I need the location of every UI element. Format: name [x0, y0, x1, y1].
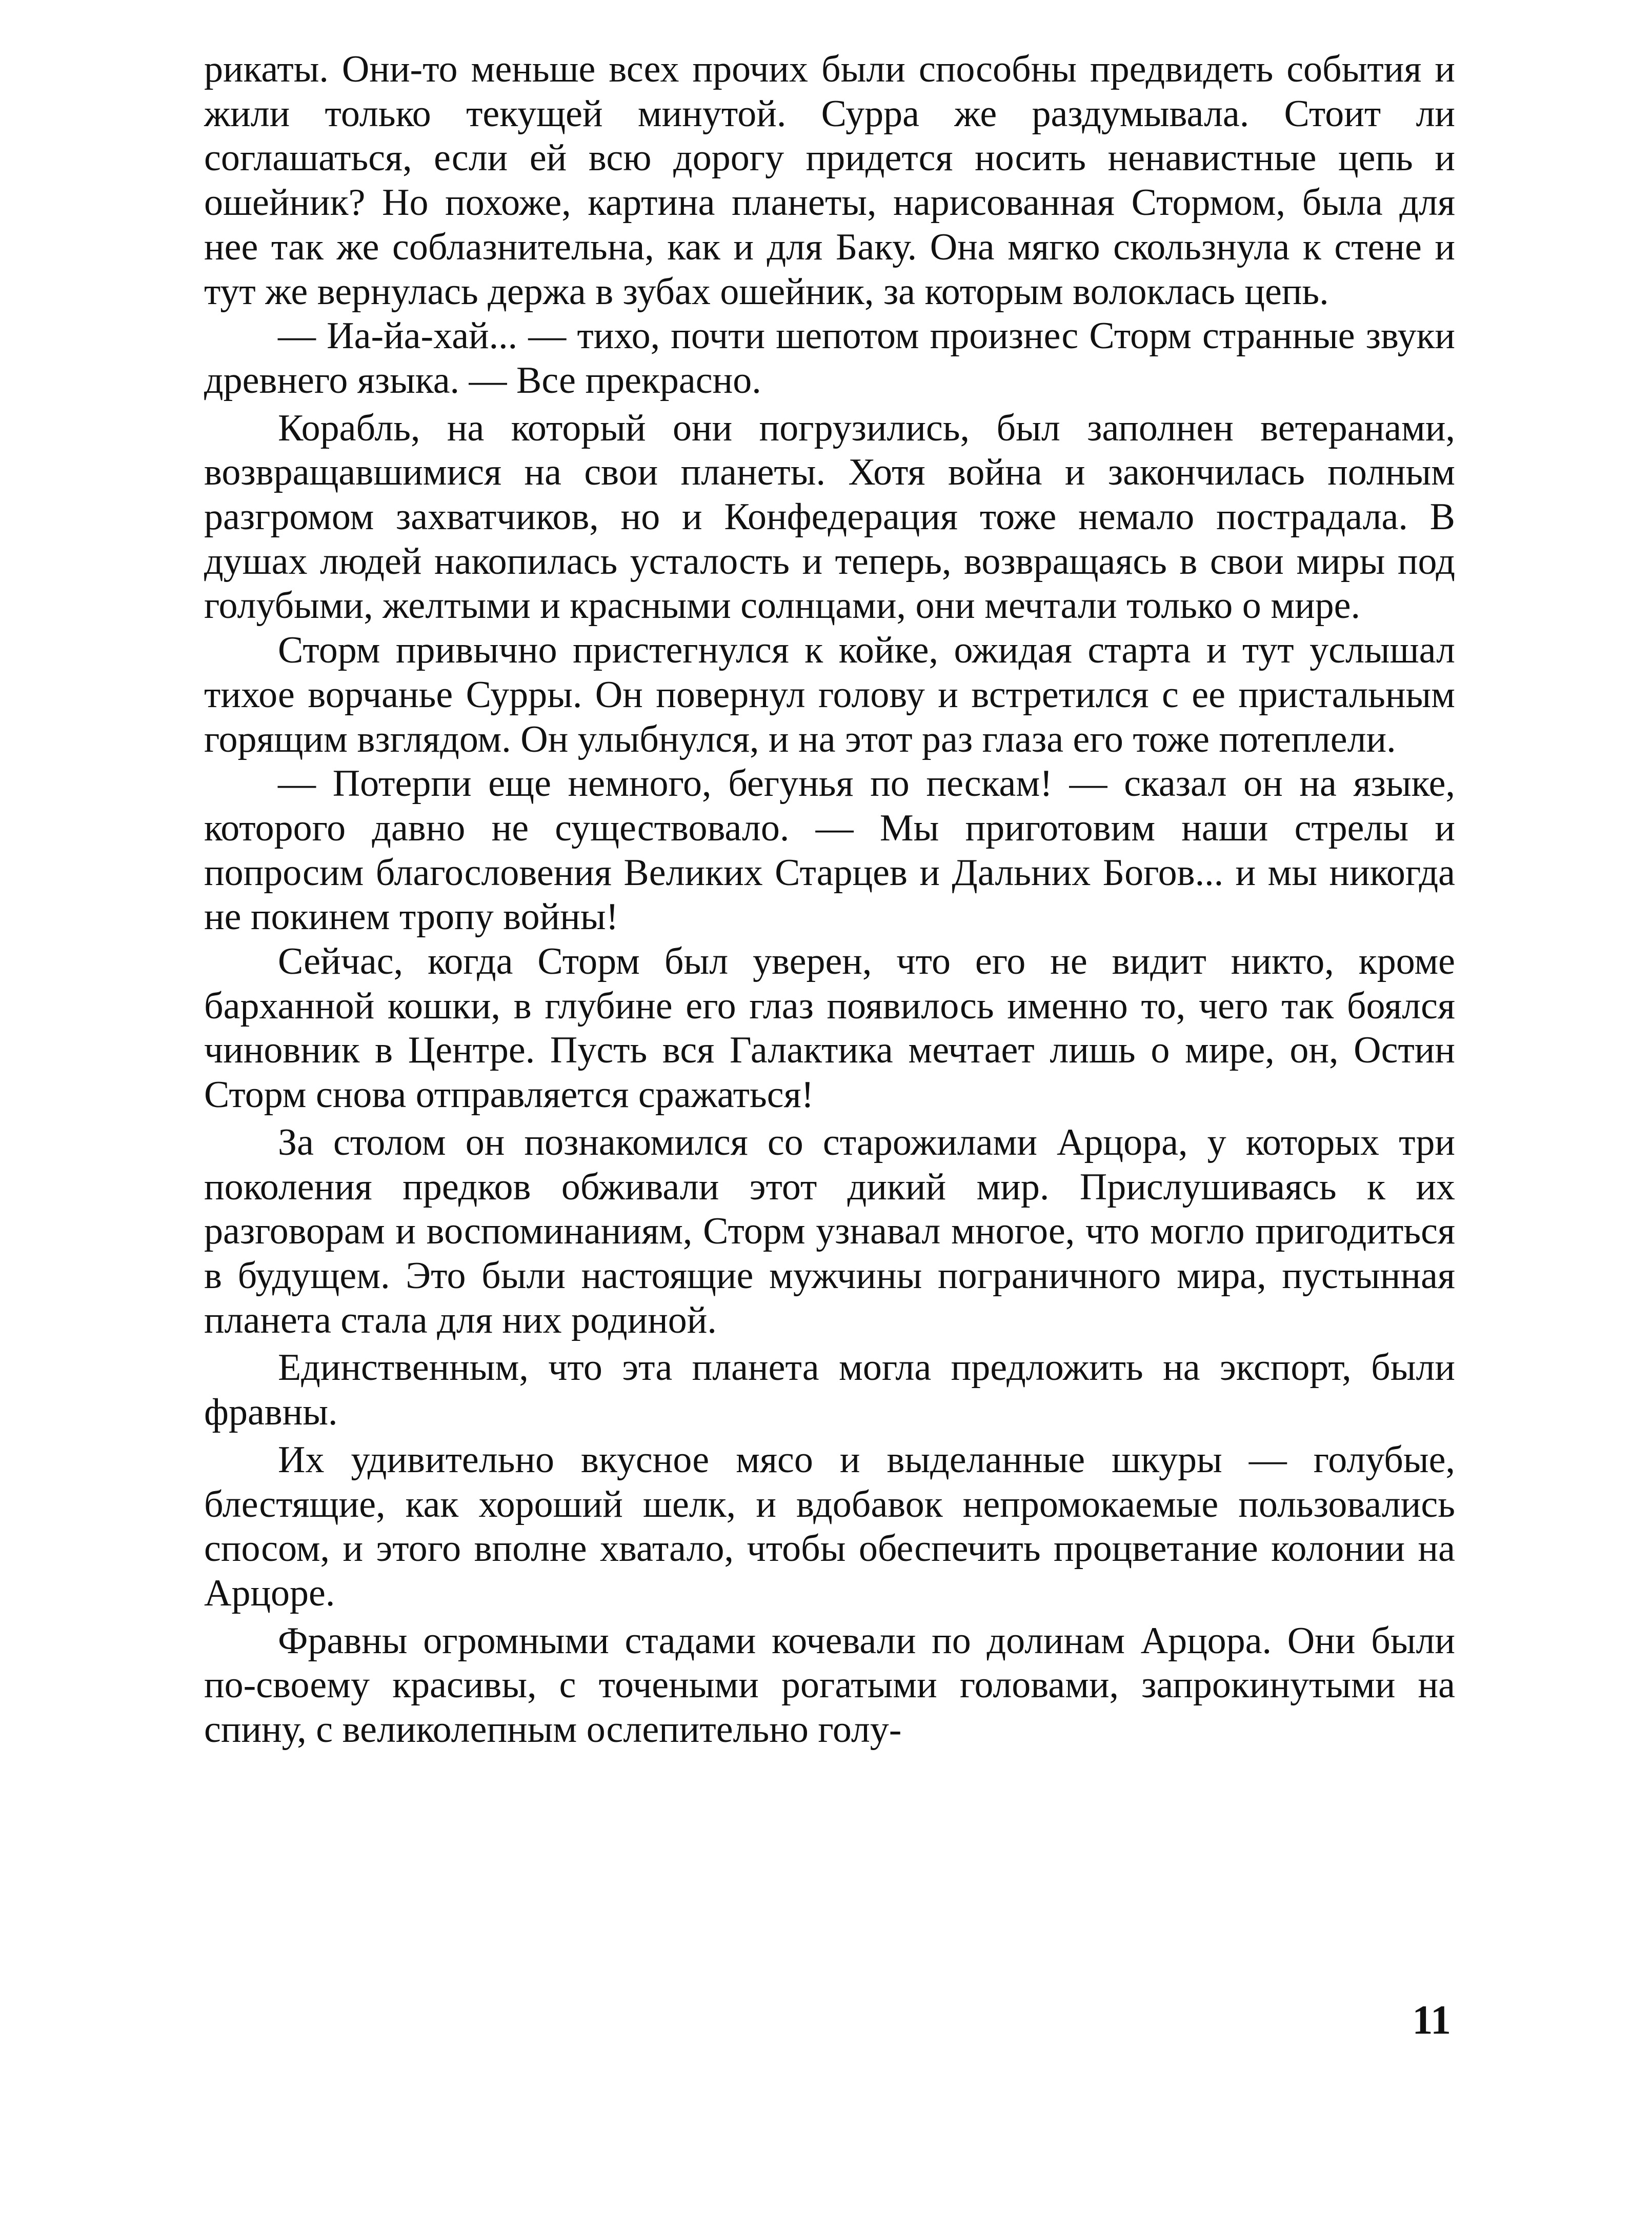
- body-text: [204, 47, 1455, 1752]
- paragraph-5: — Потерпи еще немного, бегунья по пескам! — сказал он на языке, которого давно не существовало. — Мы приготовим наши стрелы и попросим благословения Великих Старцев и Дальних Богов... и мы никогда не покинем тропу войны!: [204, 762, 1455, 938]
- paragraph-9: Их удивительно вкусное мясо и выделанные шкуры — голубые, блестящие, как хороший шелк, и вдобавок непромокаемые пользовались спосом, и этого вполне хватало, чтобы обеспечить процветание колонии на Арцоре.: [204, 1438, 1455, 1614]
- paragraph-7: За столом он познакомился со старожилами Арцора, у которых три поколения предков обживали этот дикий мир. Прислушиваясь к их разговорам и воспоминаниям, Сторм узнавал многое, что могло пригодиться в будущем. Это были настоящие мужчины пограничного мира, пустынная планета стала для них родиной.: [204, 1121, 1455, 1341]
- page-number: 11: [1412, 1998, 1451, 2043]
- paragraph-6: Сейчас, когда Сторм был уверен, что его не видит никто, кроме барханной кошки, в глубине его глаз появилось именно то, чего так боялся чиновник в Центре. Пусть вся Галактика мечтает лишь о мире, он, Остин Сторм снова отправляется сражаться!: [204, 940, 1455, 1116]
- paragraph-4: Сторм привычно пристегнулся к койке, ожидая старта и тут услышал тихое ворчанье Сурры. Он повернул голову и встретился с ее пристальным горящим взглядом. Он улыбнулся, и на этот раз глаза его тоже потеплели.: [204, 629, 1455, 760]
- paragraph-8: Единственным, что эта планета могла предложить на экспорт, были фравны.: [204, 1347, 1455, 1434]
- paragraph-1: рикаты. Они-то меньше всех прочих были способны предвидеть события и жили только текущей минутой. Сурра же раздумывала. Стоит ли соглашаться, если ей всю дорогу придется носить ненавистные цепь и ошейник? Но похоже, картина планеты, нарисованная Стормом, была для нее так же соблазнительна, как и для Баку. Она мягко скользнула к стене и тут же вернулась держа в зубах ошейник, за которым волоклась цепь.: [204, 48, 1455, 313]
- paragraph-3: Корабль, на который они погрузились, был заполнен ветеранами, возвращавшимися на свои планеты. Хотя война и закончилась полным разгромом захватчиков, но и Конфедерация тоже немало пострадала. В душах людей накопилась усталость и теперь, возвращаясь в свои миры под голубыми, желтыми и красными солнцами, они мечтали только о мире.: [204, 407, 1455, 627]
- paragraph-2: — Иа-йа-хай... — тихо, почти шепотом произнес Сторм странные звуки древнего языка. — Все прекрасно.: [204, 315, 1455, 401]
- paragraph-10: Фравны огромными стадами кочевали по долинам Арцора. Они были по-своему красивы, с точеными рогатыми головами, запрокинутыми на спину, с великолепным ослепительно голу-: [204, 1619, 1455, 1751]
